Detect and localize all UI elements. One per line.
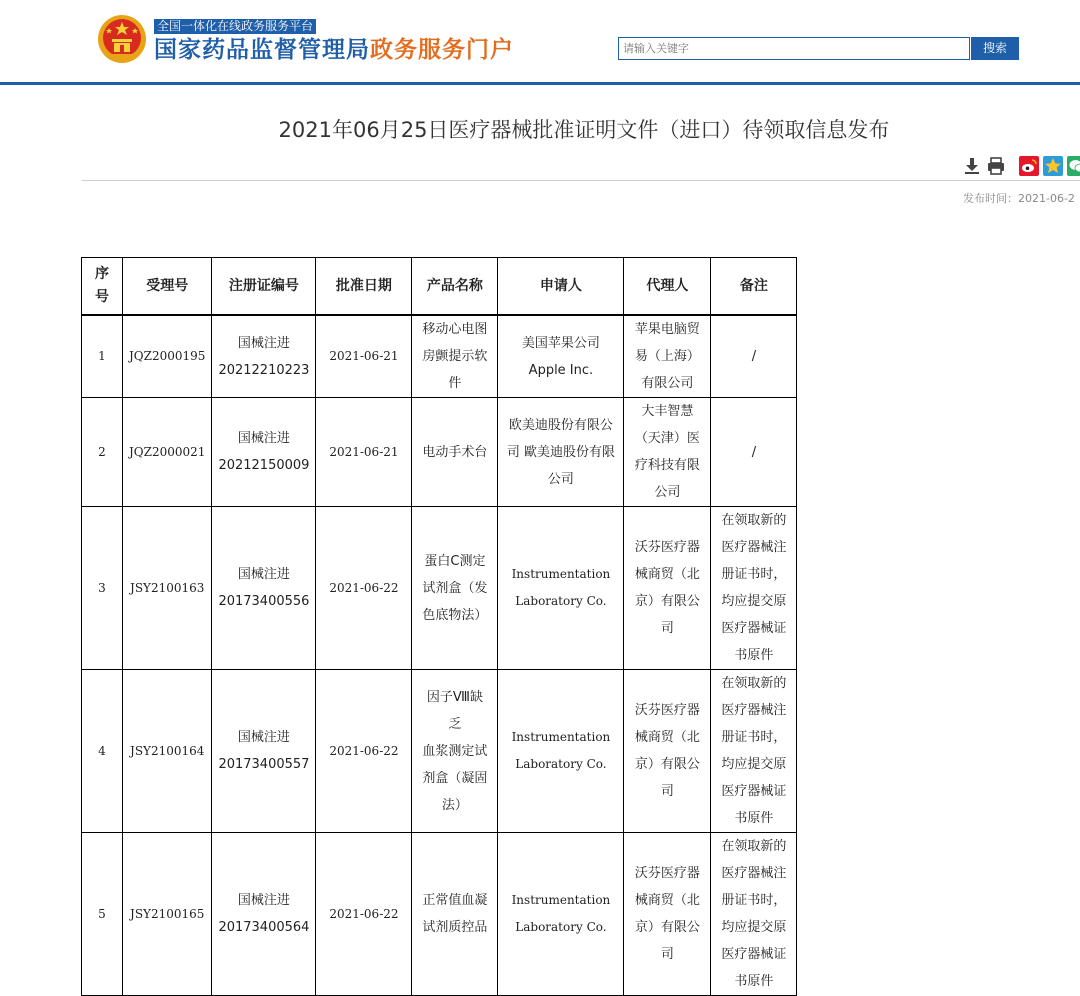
cell-remark: 在领取新的 医疗器械注 册证书时， 均应提交原 医疗器械证 书原件 — [711, 507, 797, 670]
cell-reg-no: 国械注进 20173400564 — [212, 833, 316, 996]
table-body — [82, 315, 797, 996]
cell-accept-no: JQZ2000195 — [123, 315, 212, 398]
cell-no: 2 — [82, 398, 123, 507]
cell-product: 电动手术台 — [412, 398, 498, 507]
site-title[interactable] — [154, 36, 514, 64]
print-icon[interactable] — [986, 156, 1006, 176]
wechat-icon[interactable] — [1067, 156, 1080, 176]
cell-remark: / — [711, 398, 797, 507]
site-title-sub: 政务服务门户 — [370, 37, 514, 63]
cell-applicant: Instrumentation Laboratory Co. — [498, 833, 624, 996]
cell-agent: 大丰智慧 （天津）医 疗科技有限 公司 — [624, 398, 711, 507]
site-header — [0, 0, 1080, 84]
article-title: 2021年06月25日医疗器械批准证明文件（进口）待领取信息发布 — [0, 116, 1080, 144]
cell-agent: 沃芬医疗器 械商贸（北 京）有限公 司 — [624, 507, 711, 670]
table-row — [82, 670, 797, 833]
header-cell-agent: 代理人 — [624, 258, 711, 316]
header-cell-reg-no: 注册证编号 — [212, 258, 316, 316]
table-row — [82, 398, 797, 507]
cell-applicant: Instrumentation Laboratory Co. — [498, 670, 624, 833]
cell-reg-no: 国械注进 20173400557 — [212, 670, 316, 833]
cell-product: 正常值血凝 试剂质控品 — [412, 833, 498, 996]
cell-date: 2021-06-22 — [316, 833, 412, 996]
header-cell-no: 序号 — [82, 258, 123, 316]
title-divider — [82, 180, 1080, 181]
table-row — [82, 507, 797, 670]
cell-product: 移动心电图 房颤提示软 件 — [412, 315, 498, 398]
qzone-icon[interactable] — [1043, 156, 1063, 176]
cell-no: 1 — [82, 315, 123, 398]
approval-table — [81, 257, 797, 996]
cell-applicant: 欧美迪股份有限公 司 歐美迪股份有限 公司 — [498, 398, 624, 507]
cell-accept-no: JSY2100164 — [123, 670, 212, 833]
header-cell-product: 产品名称 — [412, 258, 498, 316]
cell-no: 4 — [82, 670, 123, 833]
header-divider — [0, 82, 1080, 85]
publish-time: 发布时间：2021-06-2 — [963, 190, 1075, 206]
cell-reg-no: 国械注进 20212210223 — [212, 315, 316, 398]
header-cell-accept-no: 受理号 — [123, 258, 212, 316]
cell-no: 5 — [82, 833, 123, 996]
header-cell-date: 批准日期 — [316, 258, 412, 316]
cell-accept-no: JSY2100163 — [123, 507, 212, 670]
cell-agent: 沃芬医疗器 械商贸（北 京）有限公 司 — [624, 670, 711, 833]
cell-remark: 在领取新的 医疗器械注 册证书时， 均应提交原 医疗器械证 书原件 — [711, 670, 797, 833]
cell-remark: 在领取新的 医疗器械注 册证书时， 均应提交原 医疗器械证 书原件 — [711, 833, 797, 996]
cell-reg-no: 国械注进 20173400556 — [212, 507, 316, 670]
cell-date: 2021-06-21 — [316, 315, 412, 398]
cell-no: 3 — [82, 507, 123, 670]
search-input[interactable] — [618, 37, 970, 60]
search-button[interactable]: 搜索 — [971, 37, 1019, 60]
header-cell-applicant: 申请人 — [498, 258, 624, 316]
cell-date: 2021-06-22 — [316, 507, 412, 670]
table-row — [82, 833, 797, 996]
download-icon[interactable] — [962, 156, 982, 176]
cell-agent: 沃芬医疗器 械商贸（北 京）有限公 司 — [624, 833, 711, 996]
weibo-icon[interactable] — [1019, 156, 1039, 176]
cell-product: 因子Ⅷ缺乏 血浆测定试 剂盒（凝固 法） — [412, 670, 498, 833]
cell-accept-no: JQZ2000021 — [123, 398, 212, 507]
header-cell-remark: 备注 — [711, 258, 797, 316]
cell-agent: 苹果电脑贸 易（上海） 有限公司 — [624, 315, 711, 398]
table-row — [82, 315, 797, 398]
cell-date: 2021-06-21 — [316, 398, 412, 507]
cell-remark: / — [711, 315, 797, 398]
platform-tagline: 全国一体化在线政务服务平台 — [154, 19, 316, 34]
table-header-row — [82, 258, 797, 316]
cell-date: 2021-06-22 — [316, 670, 412, 833]
cell-applicant: 美国苹果公司 Apple Inc. — [498, 315, 624, 398]
cell-accept-no: JSY2100165 — [123, 833, 212, 996]
national-emblem-icon[interactable] — [97, 14, 147, 64]
cell-product: 蛋白C测定 试剂盒（发 色底物法） — [412, 507, 498, 670]
cell-applicant: Instrumentation Laboratory Co. — [498, 507, 624, 670]
site-title-main: 国家药品监督管理局 — [154, 37, 370, 63]
cell-reg-no: 国械注进 20212150009 — [212, 398, 316, 507]
